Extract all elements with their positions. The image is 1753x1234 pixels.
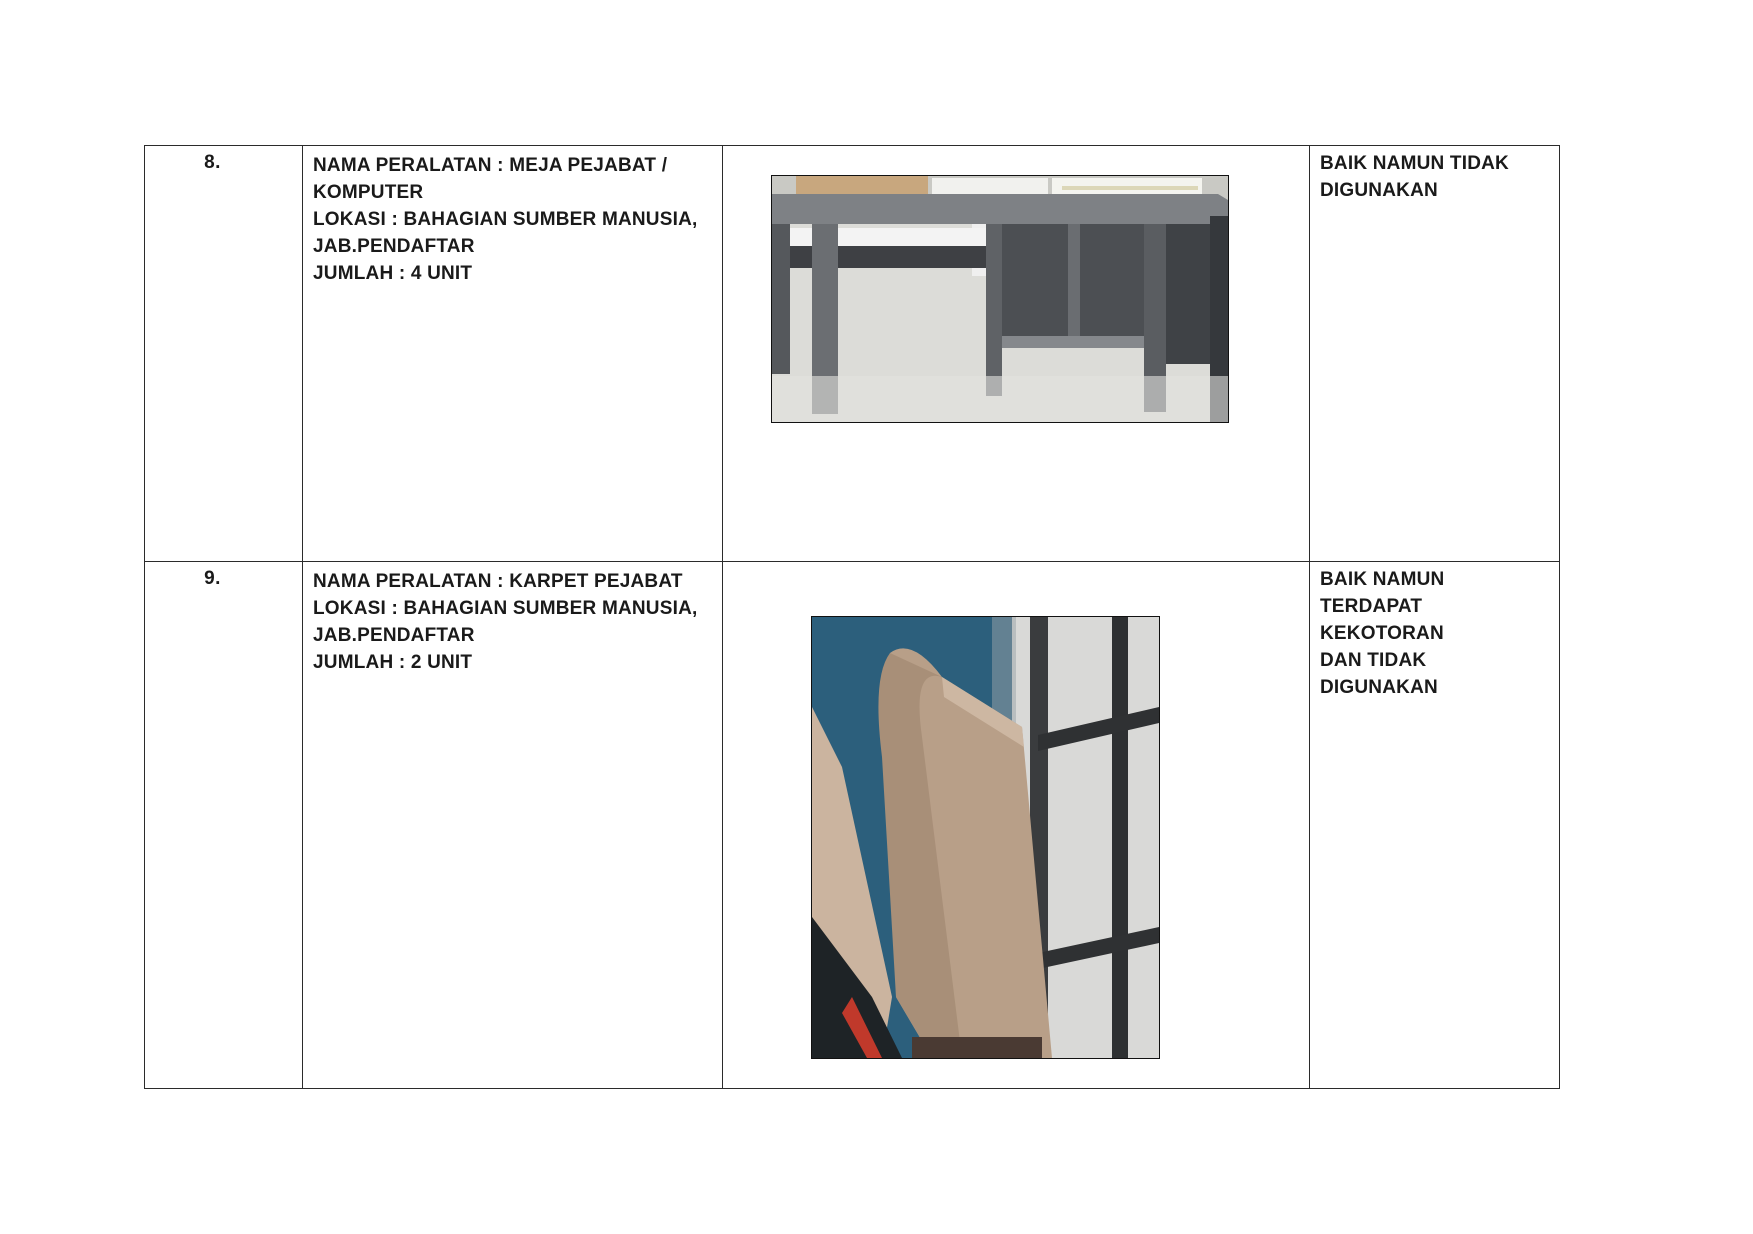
status-line: DIGUNAKAN [1320,677,1438,698]
item-photo-cell [723,562,1310,1089]
office-desk-photo [771,175,1229,423]
item-number: 8. [204,152,221,173]
location-line: LOKASI : BAHAGIAN SUMBER MANUSIA, [313,209,698,230]
quantity-line: JUMLAH : 2 UNIT [313,652,473,673]
equipment-table [144,145,1560,1089]
item-status-cell [1310,146,1560,562]
item-number-cell [145,146,303,562]
item-description-cell [303,562,723,1089]
item-photo-cell [723,146,1310,562]
item-number: 9. [204,568,221,589]
equipment-name-line: NAMA PERALATAN : MEJA PEJABAT / [313,155,668,176]
table-row [145,146,1560,562]
item-number-cell [145,562,303,1089]
item-status-cell [1310,562,1560,1089]
status-line: BAIK NAMUN [1320,569,1445,590]
location-line: JAB.PENDAFTAR [313,236,475,257]
rolled-carpet-photo [811,616,1160,1059]
quantity-line: JUMLAH : 4 UNIT [313,263,473,284]
table-row [145,562,1560,1089]
status-line: TERDAPAT KEKOTORAN [1320,596,1444,644]
status-line: DIGUNAKAN [1320,180,1438,201]
equipment-name-line: KOMPUTER [313,182,424,203]
location-line: LOKASI : BAHAGIAN SUMBER MANUSIA, [313,598,698,619]
status-line: DAN TIDAK [1320,650,1427,671]
item-description-cell [303,146,723,562]
location-line: JAB.PENDAFTAR [313,625,475,646]
equipment-name-line: NAMA PERALATAN : KARPET PEJABAT [313,571,683,592]
status-line: BAIK NAMUN TIDAK [1320,153,1509,174]
